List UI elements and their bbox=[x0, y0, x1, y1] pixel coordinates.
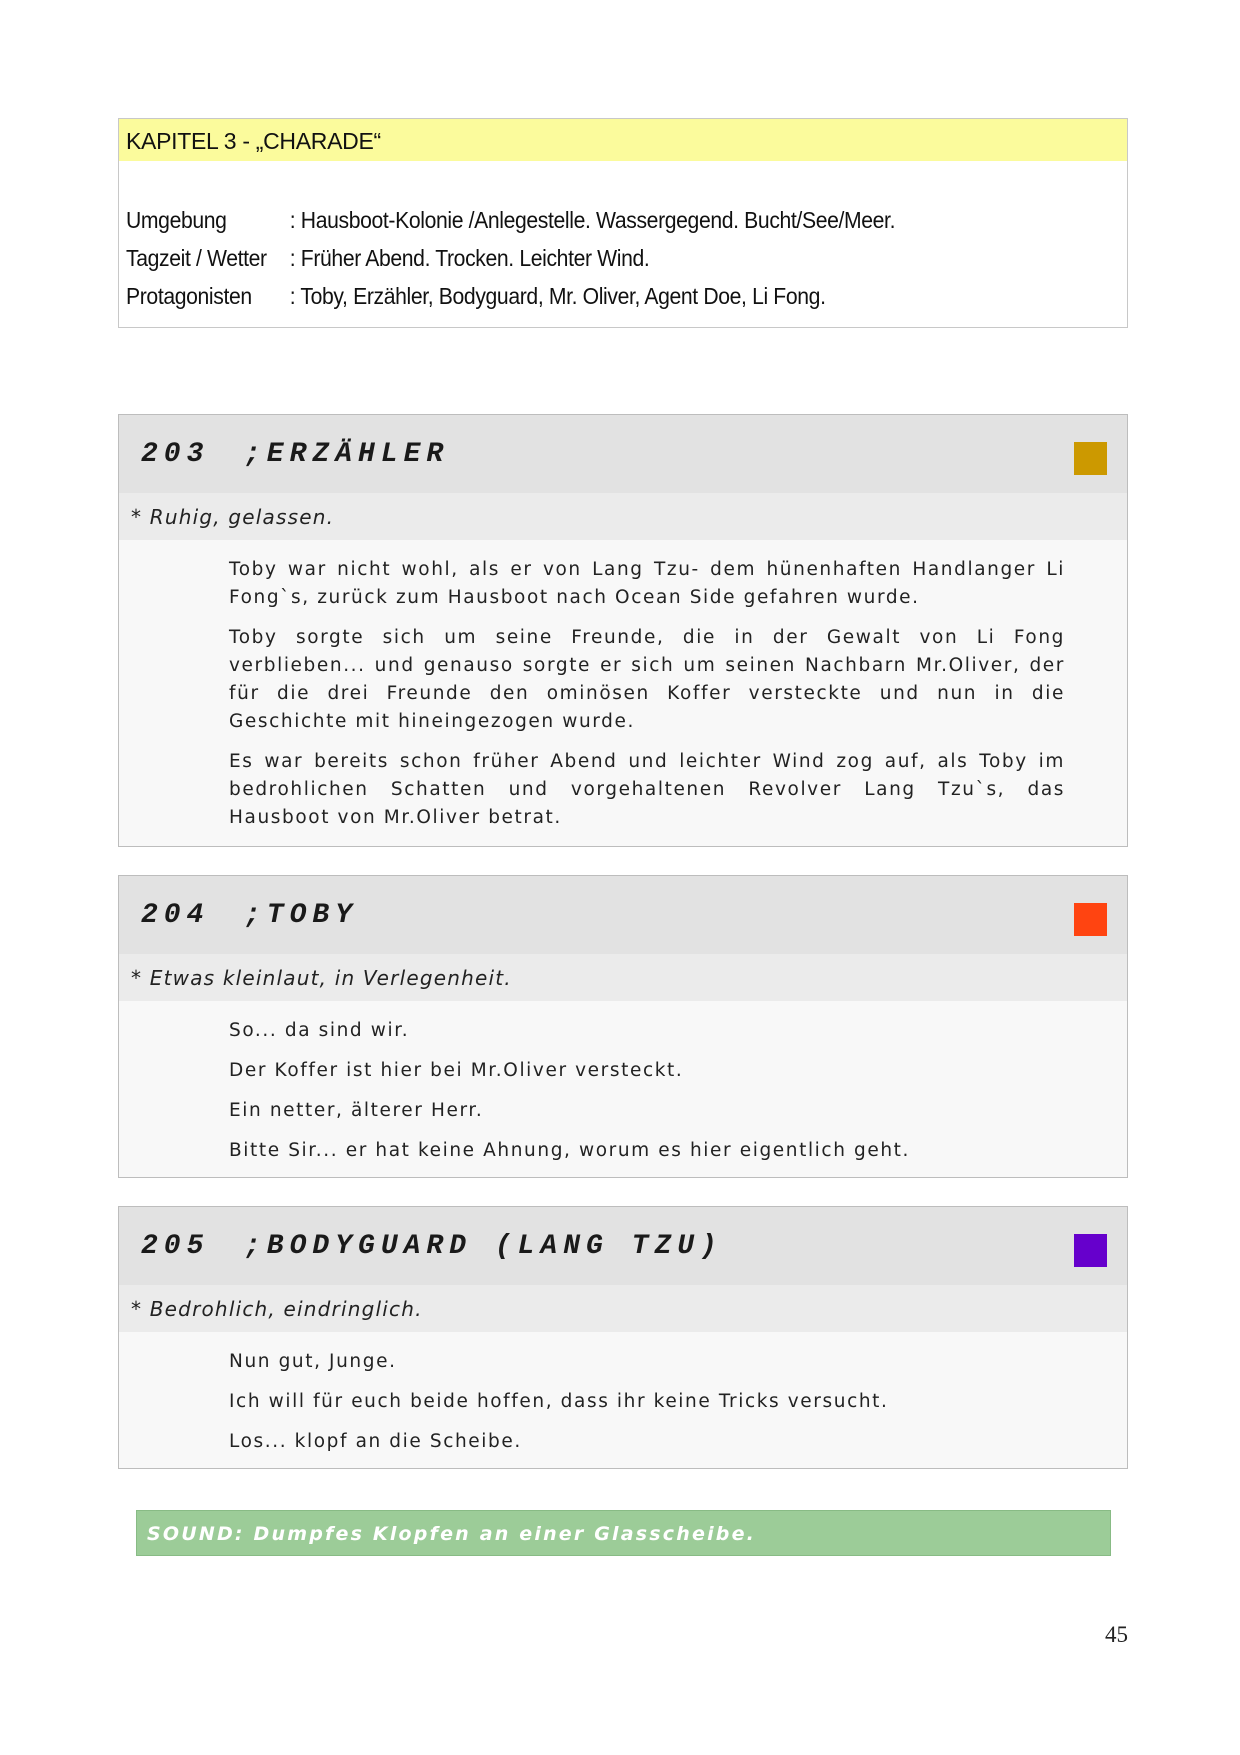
scene-speaker: ;BODYGUARD (LANG TZU) bbox=[244, 1231, 723, 1262]
scene-header bbox=[119, 415, 1127, 493]
narration-paragraph: Es war bereits schon früher Abend und leichter Wind zog auf, als Toby im bedrohlichen Schatten und vorgehaltenen Revolver Lang Tzu`s, das Hausboot von Mr.Oliver betrat. bbox=[229, 751, 1065, 828]
chapter-header bbox=[118, 118, 1128, 328]
scene-body bbox=[119, 1332, 1127, 1476]
scene-header bbox=[119, 876, 1127, 954]
speaker-color-swatch bbox=[1074, 442, 1107, 475]
meta-value: : Toby, Erzähler, Bodyguard, Mr. Oliver, Agent Doe, Li Fong. bbox=[289, 283, 826, 309]
meta-label: Umgebung bbox=[126, 207, 227, 233]
scene-header bbox=[119, 1207, 1127, 1285]
scene-number: 205 bbox=[141, 1231, 210, 1262]
dialogue-line: Der Koffer ist hier bei Mr.Oliver versteckt. bbox=[229, 1060, 684, 1081]
dialogue-line: Bitte Sir... er hat keine Ahnung, worum es hier eigentlich geht. bbox=[229, 1140, 910, 1161]
stage-direction: * Bedrohlich, eindringlich. bbox=[119, 1285, 1127, 1332]
narration-paragraph: Toby war nicht wohl, als er von Lang Tzu- dem hünenhaften Handlanger Li Fong`s, zurück zum Hausboot nach Ocean Side gefahren wurde. bbox=[229, 559, 1065, 608]
dialogue-line: So... da sind wir. bbox=[229, 1020, 410, 1041]
stage-direction: * Etwas kleinlaut, in Verlegenheit. bbox=[119, 954, 1127, 1001]
dialogue-line: Los... klopf an die Scheibe. bbox=[229, 1431, 522, 1452]
meta-value: : Hausboot-Kolonie /Anlegestelle. Wassergegend. Bucht/See/Meer. bbox=[289, 207, 896, 233]
sound-cue: SOUND: Dumpfes Klopfen an einer Glasscheibe. bbox=[136, 1510, 1111, 1556]
meta-label: Tagzeit / Wetter bbox=[126, 245, 267, 271]
scene-card-203 bbox=[118, 414, 1128, 847]
meta-value: : Früher Abend. Trocken. Leichter Wind. bbox=[289, 245, 650, 271]
page-number: 45 bbox=[1105, 1622, 1128, 1647]
speaker-color-swatch bbox=[1074, 1234, 1107, 1267]
scene-speaker: ;ERZÄHLER bbox=[244, 439, 450, 470]
meta-row-tagzeit bbox=[126, 245, 649, 272]
stage-direction: * Ruhig, gelassen. bbox=[119, 493, 1127, 540]
speaker-color-swatch bbox=[1074, 903, 1107, 936]
scene-body bbox=[119, 540, 1127, 852]
dialogue-line: Nun gut, Junge. bbox=[229, 1351, 397, 1372]
meta-row-umgebung bbox=[126, 207, 895, 234]
scene-card-204 bbox=[118, 875, 1128, 1178]
chapter-title: KAPITEL 3 - „CHARADE“ bbox=[119, 119, 1127, 161]
meta-row-protagonisten bbox=[126, 283, 826, 310]
scene-body bbox=[119, 1001, 1127, 1185]
scene-number: 204 bbox=[141, 900, 210, 931]
dialogue-line: Ein netter, älterer Herr. bbox=[229, 1100, 484, 1121]
scene-speaker: ;TOBY bbox=[244, 900, 359, 931]
scene-number: 203 bbox=[141, 439, 210, 470]
scene-card-205 bbox=[118, 1206, 1128, 1469]
meta-label: Protagonisten bbox=[126, 283, 252, 309]
narration-paragraph: Toby sorgte sich um seine Freunde, die in der Gewalt von Li Fong verblieben... und genauso sorgte er sich um seinen Nachbarn Mr.Oliver, der für die drei Freunde den ominösen Koffer versteckte und nun in die Geschichte mit hineingezogen wurde. bbox=[229, 627, 1065, 732]
dialogue-line: Ich will für euch beide hoffen, dass ihr keine Tricks versucht. bbox=[229, 1391, 889, 1412]
